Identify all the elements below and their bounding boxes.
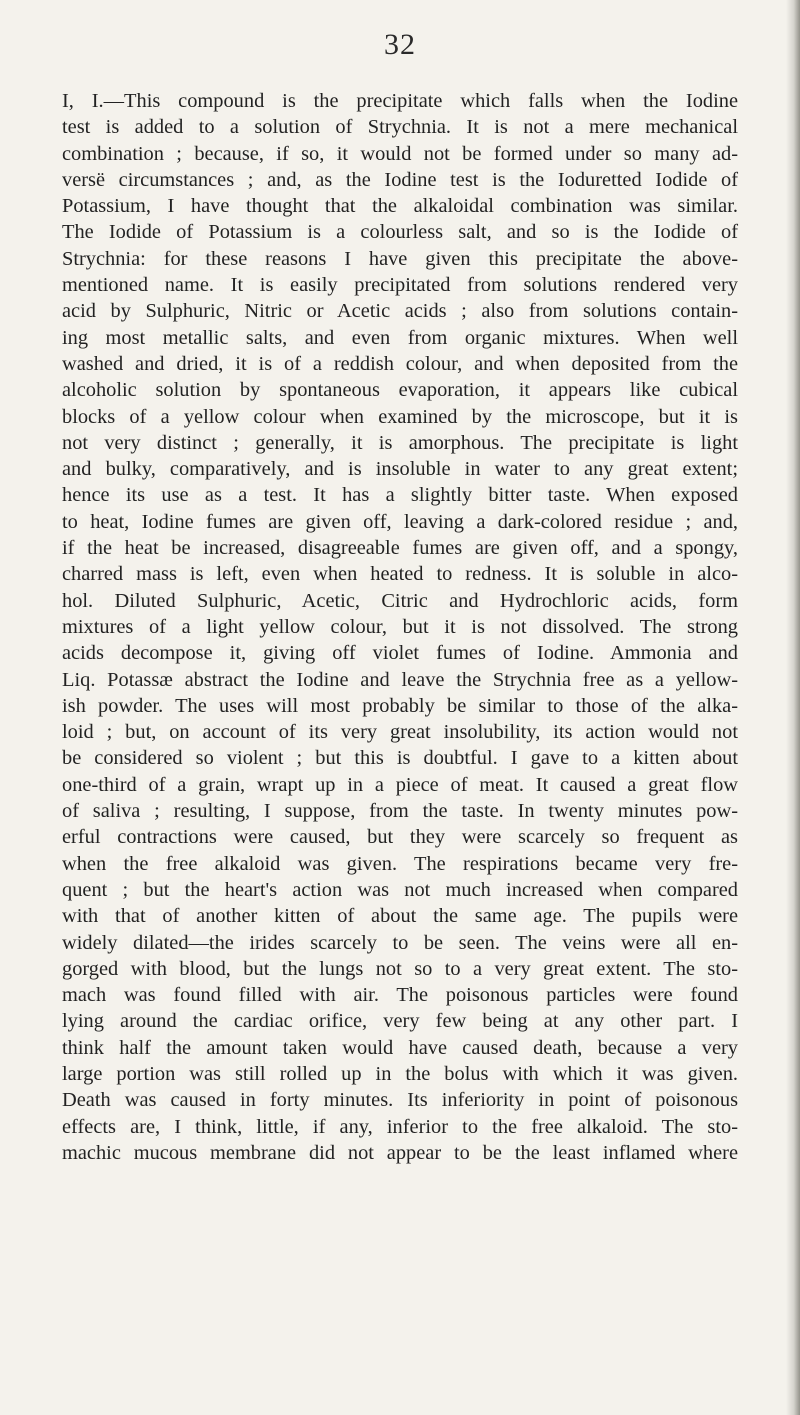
text-line: Death was caused in forty minutes. Its inferiority in point of poisonous [62,1089,738,1112]
text-line: acids decompose it, giving off violet fumes of Iodine. Ammonia and [62,642,738,665]
text-line: blocks of a yellow colour when examined by the microscope, but it is [62,405,738,428]
text-line: and bulky, comparatively, and is insoluble in water to any great extent; [62,458,738,481]
text-line: one-third of a grain, wrapt up in a piece of meat. It caused a great flow [62,773,738,796]
text-line: hence its use as a test. It has a slightly bitter taste. When exposed [62,484,738,507]
text-line: of saliva ; resulting, I suppose, from the taste. In twenty minutes pow- [62,800,738,823]
text-line: Potassium, I have thought that the alkaloidal combination was similar. [62,195,738,218]
text-line: hol. Diluted Sulphuric, Acetic, Citric and Hydrochloric acids, form [62,589,738,612]
text-line: quent ; but the heart's action was not much increased when compared [62,878,738,901]
text-line: lying around the cardiac orifice, very few being at any other part. I [62,1010,738,1033]
page-number: 32 [384,28,416,61]
page-edge-shadow [786,0,800,1415]
text-line: Strychnia: for these reasons I have given this precipitate the above- [62,247,738,270]
text-line: alcoholic solution by spontaneous evaporation, it appears like cubical [62,379,738,402]
text-line: widely dilated—the irides scarcely to be seen. The veins were all en- [62,931,738,954]
text-line: with that of another kitten of about the same age. The pupils were [62,905,738,928]
text-line: effects are, I think, little, if any, inferior to the free alkaloid. The sto- [62,1115,738,1138]
text-line: washed and dried, it is of a reddish colour, and when deposited from the [62,352,738,375]
text-line: ing most metallic salts, and even from organic mixtures. When well [62,326,738,349]
text-line: machic mucous membrane did not appear to be the least inflamed where [62,1141,738,1164]
text-line: mentioned name. It is easily precipitated from solutions rendered very [62,274,738,297]
text-line: mixtures of a light yellow colour, but it is not dissolved. The strong [62,615,738,638]
text-line: large portion was still rolled up in the bolus with which it was given. [62,1062,738,1085]
text-line: versë circumstances ; and, as the Iodine test is the Ioduretted Iodide of [62,168,738,191]
text-line: test is added to a solution of Strychnia. It is not a mere mechanical [62,116,738,139]
text-line: ish powder. The uses will most probably be similar to those of the alka- [62,694,738,717]
body-paragraph [62,88,738,1166]
text-line: acid by Sulphuric, Nitric or Acetic acids ; also from solutions contain- [62,300,738,323]
text-line: erful contractions were caused, but they were scarcely so frequent as [62,826,738,849]
text-line: gorged with blood, but the lungs not so to a very great extent. The sto- [62,957,738,980]
text-line: to heat, Iodine fumes are given off, leaving a dark-colored residue ; and, [62,510,738,533]
text-line: Liq. Potassæ abstract the Iodine and leave the Strychnia free as a yellow- [62,668,738,691]
text-line: think half the amount taken would have caused death, because a very [62,1036,738,1059]
text-line: mach was found filled with air. The poisonous particles were found [62,984,738,1007]
text-line: be considered so violent ; but this is doubtful. I gave to a kitten about [62,747,738,770]
text-line: The Iodide of Potassium is a colourless salt, and so is the Iodide of [62,221,738,244]
text-line: combination ; because, if so, it would not be formed under so many ad- [62,142,738,165]
text-line: I, I.—This compound is the precipitate which falls when the Iodine [62,90,738,112]
text-line: when the free alkaloid was given. The respirations became very fre- [62,852,738,875]
text-line: if the heat be increased, disagreeable fumes are given off, and a spongy, [62,537,738,560]
text-line: loid ; but, on account of its very great insolubility, its action would not [62,721,738,744]
text-line: charred mass is left, even when heated to redness. It is soluble in alco- [62,563,738,586]
text-line: not very distinct ; generally, it is amorphous. The precipitate is light [62,431,738,454]
